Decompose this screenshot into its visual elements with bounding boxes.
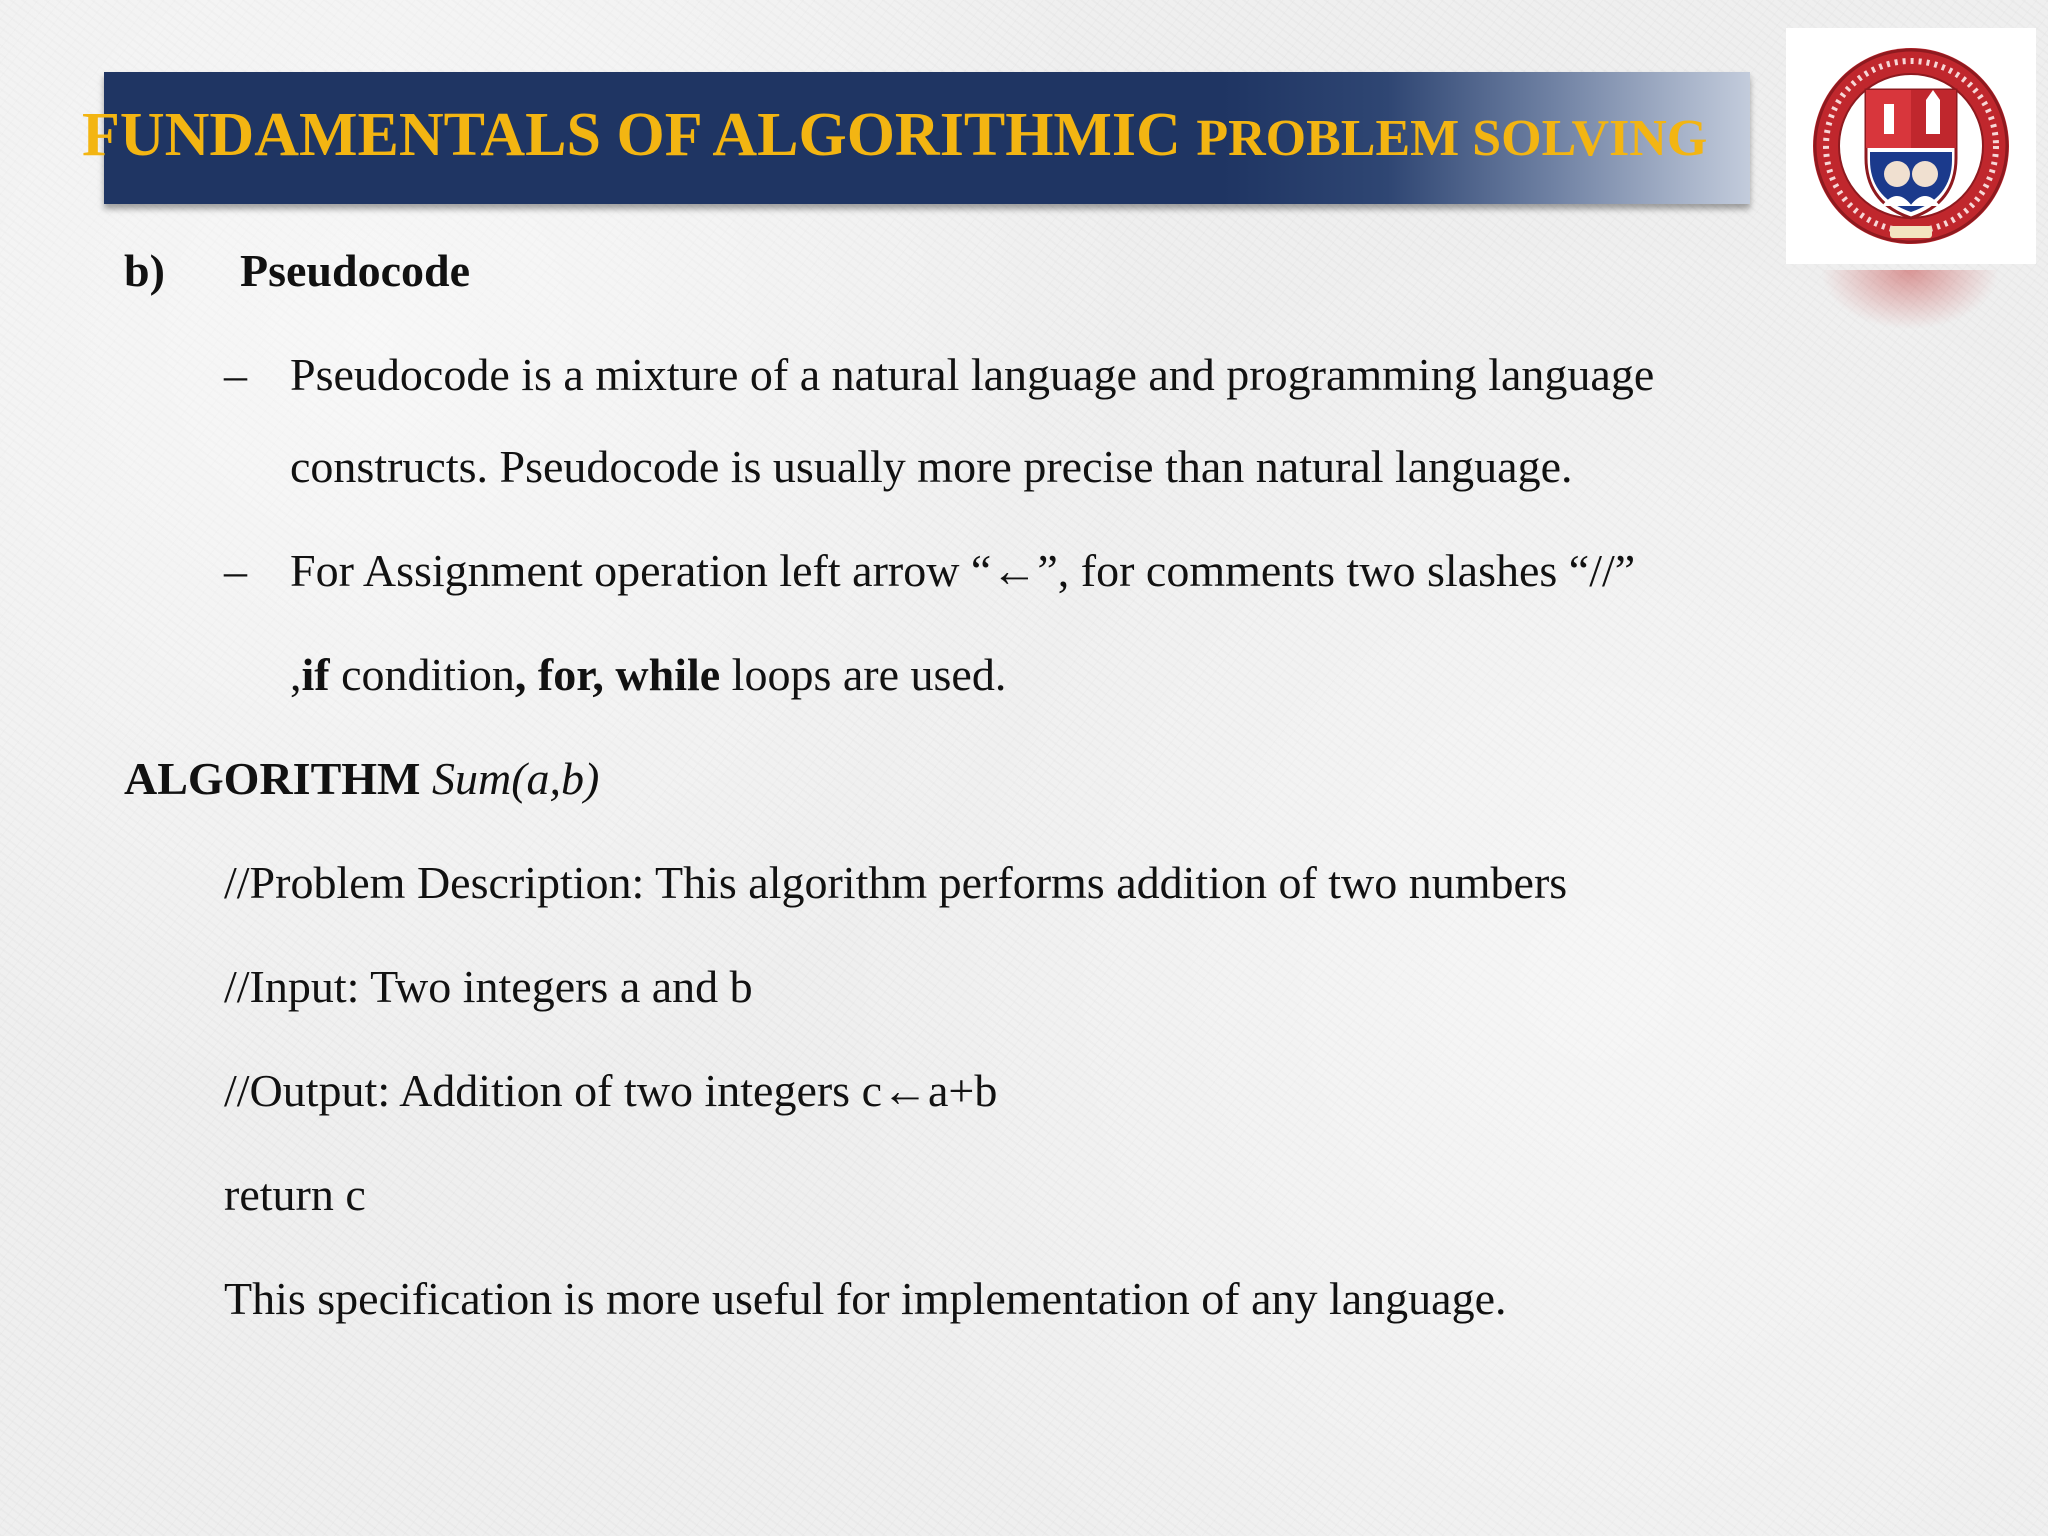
algorithm-note: This specification is more useful for implementation of any language. — [224, 1273, 1507, 1324]
algorithm-output: //Output: Addition of two integers c←a+b — [224, 1065, 998, 1116]
slide-title-part2: PROBLEM SOLVING — [1196, 110, 1708, 167]
bullet-2-line-1: For Assignment operation left arrow “←”, for comments two slashes “//” — [290, 545, 1636, 596]
algorithm-signature: Sum(a,b) — [431, 753, 600, 804]
algorithm-return: return c — [224, 1169, 366, 1220]
algorithm-input: //Input: Two integers a and b — [224, 961, 753, 1012]
keyword-if: if — [301, 649, 330, 700]
bullet-dash: – — [224, 349, 247, 400]
bullet-2-tail: loops are used. — [720, 649, 1007, 700]
slide-title — [82, 101, 1708, 169]
slide-title-part1: FUNDAMENTALS OF ALGORITHMIC — [82, 101, 1197, 169]
algorithm-header — [124, 753, 600, 804]
bullet-dash: – — [224, 545, 247, 596]
bullet-1-line-1: Pseudocode is a mixture of a natural language and programming language — [290, 349, 1655, 400]
bullet-1-line-2: constructs. Pseudocode is usually more precise than natural language. — [290, 441, 1573, 492]
section-marker: b) — [124, 245, 165, 296]
logo-reflection — [1820, 270, 2000, 330]
bullet-2-condition: condition — [329, 649, 515, 700]
bullet-2-comma: , — [290, 649, 302, 700]
keyword-for-while: , for, while — [514, 649, 721, 700]
college-emblem-icon — [1786, 28, 2036, 264]
bullet-2-line-2 — [290, 649, 1007, 700]
algorithm-problem-description: //Problem Description: This algorithm performs addition of two numbers — [224, 857, 1568, 908]
algorithm-keyword: ALGORITHM — [124, 753, 421, 804]
college-logo — [1786, 28, 2036, 264]
section-heading: Pseudocode — [240, 245, 470, 296]
